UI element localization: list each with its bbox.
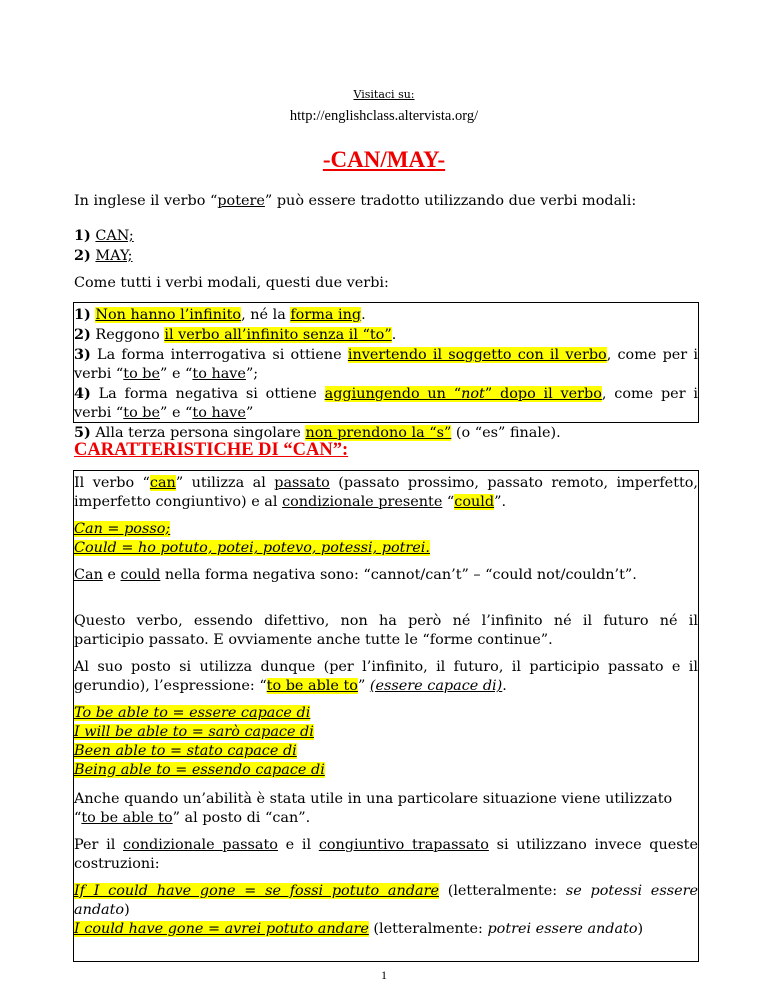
rule-1: 1) Non hanno l’infinito, né la forma ing. [74,306,366,323]
rules-intro: Come tutti i verbi modali, questi due verbi: [74,275,389,291]
rule-3-cont: verbi “to be” e “to have”; [74,366,259,382]
can-examples: Can = posso; Could = ho potuto, potei, potevo, potessi, potrei. [74,521,430,556]
conditional-examples: If I could have gone = se fossi potuto andare (letteralmente: se potessi essere andato) I could have gone = avrei potuto andare (letteralmente: potrei essere andato) [74,883,698,937]
able-to-examples: To be able to = essere capace di I will be able to = sarò capace di Been able to = stato capace di Being able to = essendo capace di [74,705,325,778]
site-url[interactable]: http://englishclass.altervista.org/ [289,108,479,124]
rule-5: 5) Alla terza persona singolare non prendono la “s” (o “es” finale). [74,424,561,441]
can-paragraph-1: Il verbo “can” utilizza al passato (passato prossimo, passato remoto, imperfetto, imperfetto congiuntivo) e al condizionale presente “could”. [74,475,698,510]
rule-4-cont: verbi “to be” e “to have” [74,405,254,421]
intro-paragraph: In inglese il verbo “potere” può essere tradotto utilizzando due verbi modali: [74,193,637,209]
visit-label: Visitaci su: [353,88,415,101]
negative-form: Can e could nella forma negativa sono: “cannot/can’t” – “could not/couldn’t”. [74,567,637,583]
rule-3: 3) La forma interrogativa si ottiene invertendo il soggetto con il verbo, come per i [74,346,698,363]
section-heading: CARATTERISTICHE DI “CAN”: [74,440,349,460]
rules-list [74,305,698,443]
rule-4: 4) La forma negativa si ottiene aggiungendo un “not” dopo il verbo, come per i [74,385,698,402]
page-number: 1 [381,968,387,982]
rule-2: 2) Reggono il verbo all’infinito senza il “to”. [74,326,397,343]
conditional-paragraph: Per il condizionale passato e il congiuntivo trapassato si utilizzano invece queste costruzioni: [74,837,698,872]
alternative-paragraph: Al suo posto si utilizza dunque (per l’infinito, il futuro, il participio passato e il gerundio), l’espressione: “to be able to” (essere capace di). [74,659,698,694]
list-item: 2) MAY; [74,247,133,264]
list-item: 1) CAN; [74,227,134,244]
ability-paragraph: Anche quando un’abilità è stata utile in una particolare situazione viene utilizzato “to be able to” al posto di “can”. [74,791,673,826]
page-title: -CAN/MAY- [322,147,446,172]
defective-paragraph: Questo verbo, essendo difettivo, non ha però né l’infinito né il futuro né il participio passato. E ovviamente anche tutte le “forme continue”. [74,613,698,648]
modal-list [74,226,698,266]
